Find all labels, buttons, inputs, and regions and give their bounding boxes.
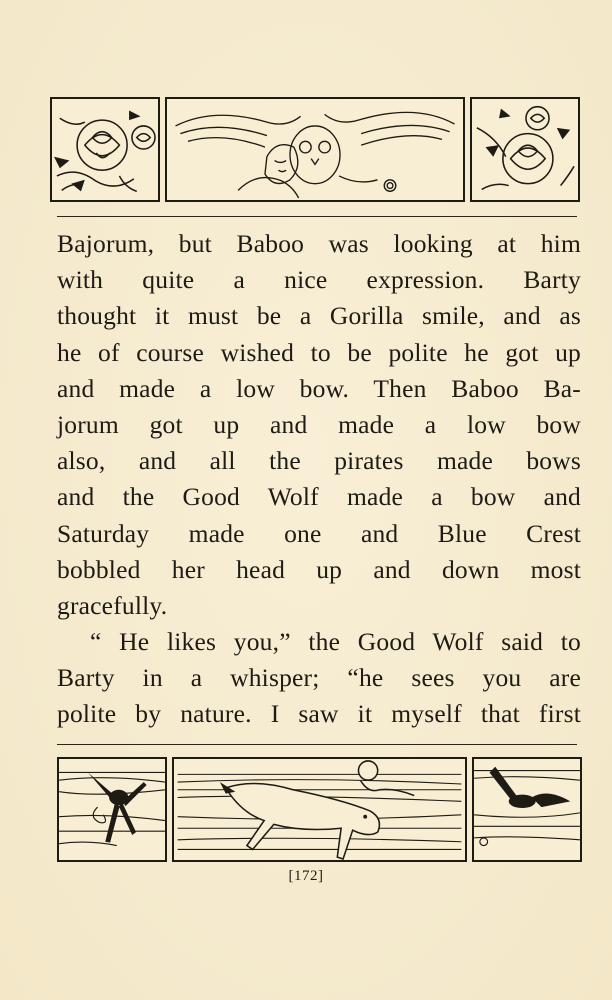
header-left-vignette [50, 97, 160, 202]
text-line: gracefully. [57, 590, 168, 620]
text-line: and the Good Wolf made a bow and [57, 482, 581, 512]
bottom-rule [57, 744, 577, 745]
header-center-vignette [165, 97, 465, 202]
wolf-with-child-icon [174, 759, 465, 860]
text-line: he of course wished to be polite he got up [57, 337, 581, 367]
text-line: bobbled her head up and down most [57, 554, 581, 584]
page-number: [172] [288, 868, 324, 884]
text-line: Saturday made one and Blue Crest [57, 518, 581, 548]
footer-right-vignette [472, 757, 582, 862]
header-right-vignette [470, 97, 580, 202]
text-line: Bajorum, but Baboo was looking at him [57, 229, 581, 258]
text-line: also, and all the pirates made bows [57, 446, 581, 476]
text-line: polite by nature. I saw it myself that first [57, 699, 581, 729]
bird-icon [474, 759, 580, 860]
text-line: and made a low bow. Then Baboo Ba- [57, 373, 581, 403]
owl-and-child-icon [167, 99, 463, 200]
footer-left-vignette [57, 757, 167, 862]
top-rule [57, 216, 577, 217]
text-line: “ He likes you,” the Good Wolf said to [90, 627, 581, 657]
footer-center-vignette [172, 757, 467, 862]
text-line: with quite a nice expression. Barty [57, 265, 581, 295]
text-line: Barty in a whisper; “he sees you are [57, 663, 581, 693]
text-line: jorum got up and made a low bow [57, 409, 581, 439]
text-line: thought it must be a Gorilla smile, and as [57, 301, 581, 331]
rose-icon [472, 99, 578, 200]
falling-figure-icon [59, 759, 165, 860]
body-text [57, 226, 581, 733]
rose-icon [52, 99, 158, 200]
